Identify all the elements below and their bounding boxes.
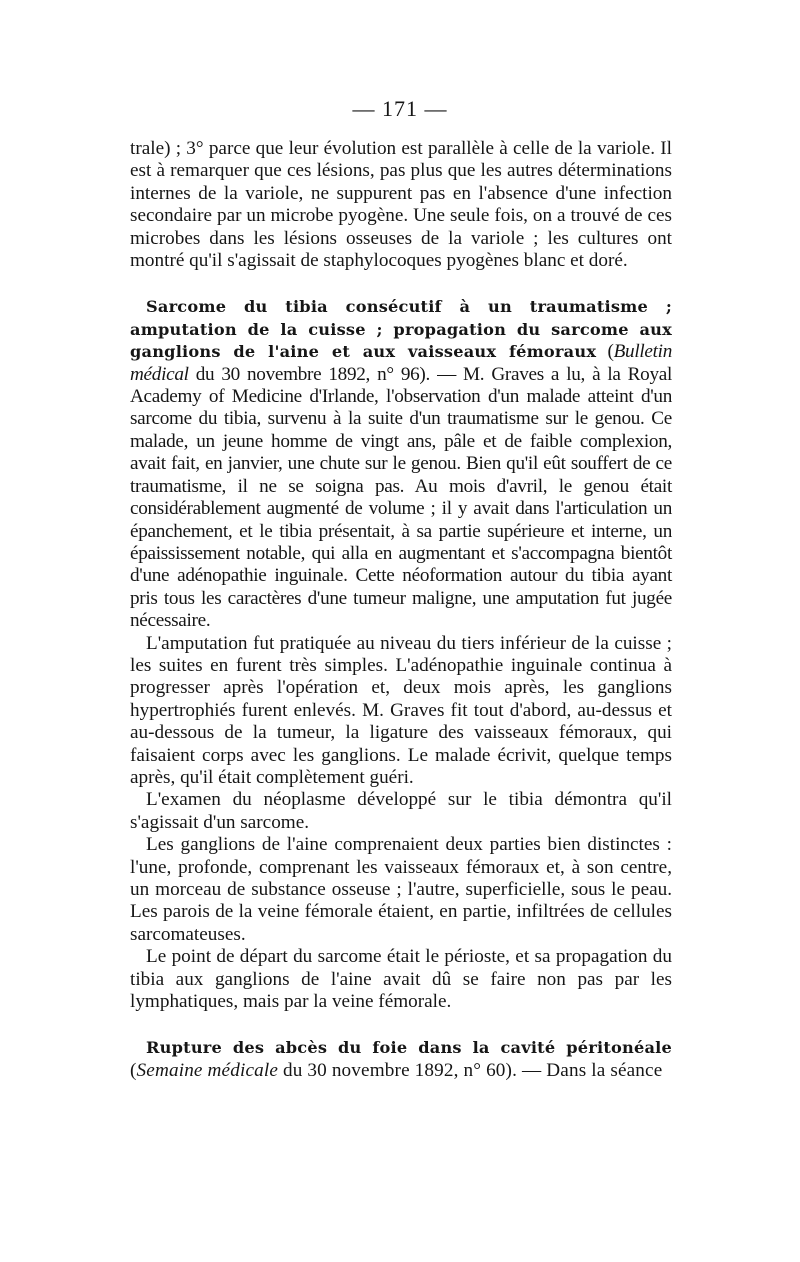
article-rupture-abces [130, 1037, 672, 1082]
paragraph-ganglions: Les ganglions de l'aine comprenaient deux parties bien distinctes : l'une, profonde, comprenant les vaisseaux fémoraux et, à son centre, un morceau de substance osseuse ; l'autre, superficielle, sous le peau. Les parois de la veine fémorale étaient, en partie, infiltrées de cellules sarcomateuses. [130, 834, 672, 945]
citation-details: du 30 novembre 1892, n° 96). [188, 363, 431, 385]
citation-details: du 30 novembre 1892, n° 60). [278, 1059, 518, 1081]
article-heading-sarcome: Sarcome du tibia consécutif à un traumatisme ; amputation de la cuisse ; propagation du sarcome aux ganglions de l'aine et aux vaisseaux fémoraux [130, 297, 672, 362]
article-sarcome-tibia [130, 296, 672, 632]
paragraph-amputation: L'amputation fut pratiquée au niveau du tiers inférieur de la cuisse ; les suites en furent très simples. L'adénopathie inguinale continua à progresser après l'opération et, deux mois après, les ganglions hypertrophiés furent enlevés. M. Graves fit tout d'abord, au-dessus et au-dessous de la tumeur, la ligature des vaisseaux fémoraux, qui faisaient corps avec les ganglions. Le malade écrivit, quelque temps après, qu'il était complètement guéri. [130, 632, 672, 788]
article-body-rupture: — Dans la séance [517, 1059, 663, 1081]
article-heading-rupture: Rupture des abcès du foie dans la cavité péritonéale [146, 1038, 672, 1058]
article-body-sarcome: — M. Graves a lu, à la Royal Academy of Medicine d'Irlande, l'observation d'un malade atteint d'un sarcome du tibia, survenu à la suite d'un traumatisme sur le genou. Ce malade, un jeune homme de vingt ans, pâle et de faible complexion, avait fait, en janvier, une chute sur le genou. Bien qu'il eût souffert de ce traumatisme, il ne se soigna pas. Au mois d'avril, le genou était considérablement augmenté de volume ; il y avait dans l'articulation un épanchement, et le tibia présentait, à sa partie supérieure et interne, un épaississement notable, qui alla en augmentant et s'accompagna bientôt d'une adénopathie inguinale. Cette néoformation autour du tibia ayant pris tous les caractères d'une tumeur maligne, une amputation fut jugée nécessaire. [130, 363, 673, 632]
paragraph-examen: L'examen du néoplasme développé sur le tibia démontra qu'il s'agissait d'un sarcome. [130, 789, 672, 833]
citation-open: ( [130, 1059, 137, 1081]
journal-title-bulletin: Bulletin médical [130, 341, 672, 385]
body-text [130, 138, 672, 1082]
journal-title-semaine: Semaine médicale [136, 1059, 278, 1081]
paragraph-variole-continuation: trale) ; 3° parce que leur évolution est parallèle à celle de la variole. Il est à remarquer que ces lésions, pas plus que les autres déterminations internes de la variole, ne suppurent pas en l'absence d'une infection secondaire par un microbe pyogène. Une seule fois, on a trouvé de ces microbes dans les lésions osseuses de la variole ; les cultures ont montré qu'il s'agissait de staphylocoques pyogènes blanc et doré. [130, 138, 672, 272]
citation-open: ( [607, 341, 614, 363]
page-number: — 171 — [352, 96, 448, 121]
paragraph-point-depart: Le point de départ du sarcome était le périoste, et sa propagation du tibia aux ganglions de l'aine avait dû se faire non pas par les lymphatiques, mais par la veine fémorale. [130, 946, 672, 1013]
